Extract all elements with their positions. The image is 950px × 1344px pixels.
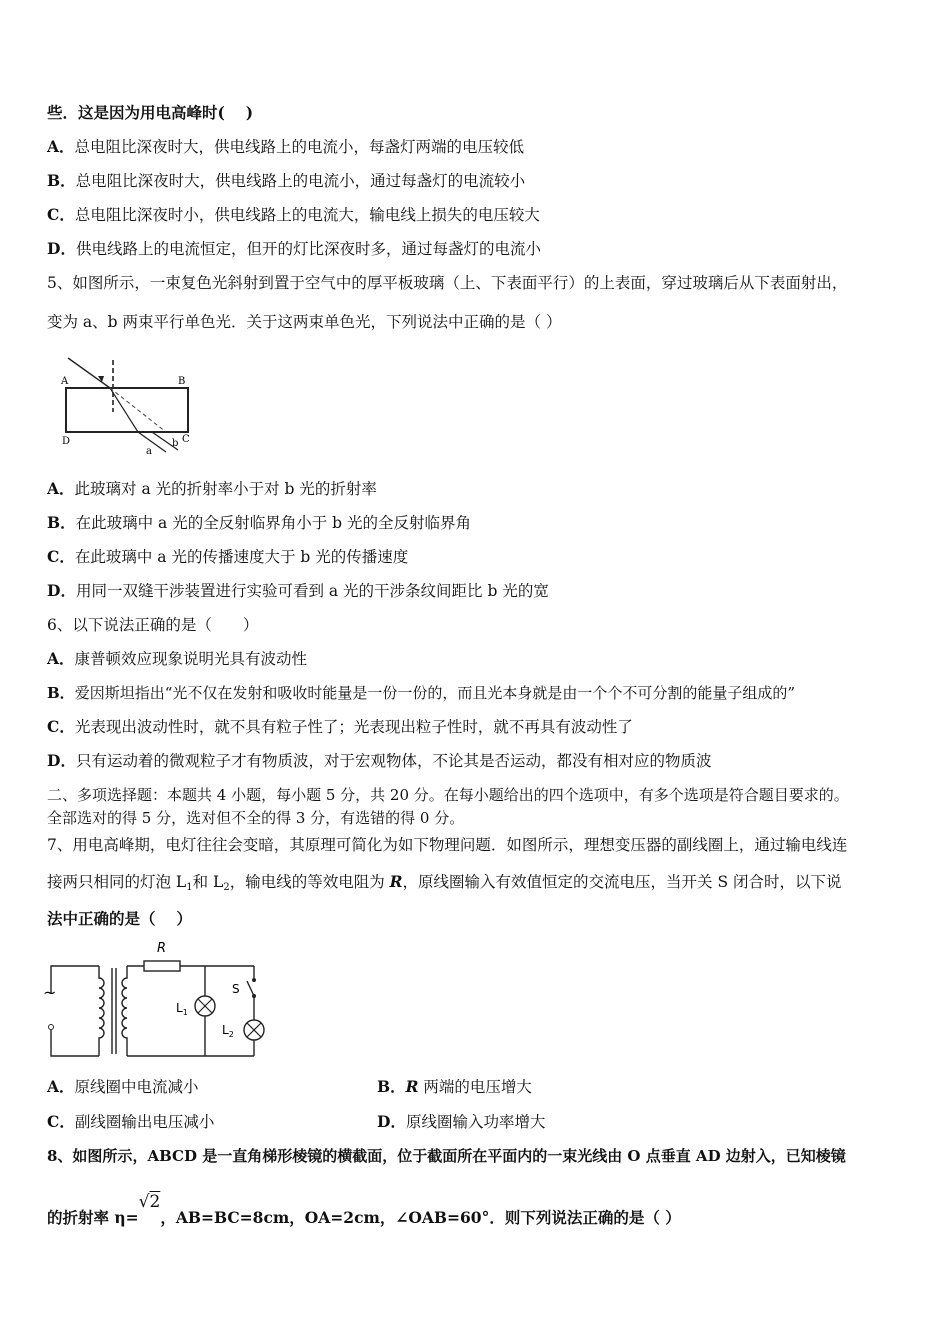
ray-a-inside (110, 388, 138, 432)
switch-label: S (232, 982, 240, 996)
label-b: b (172, 438, 179, 449)
resistor-label: R (157, 941, 167, 956)
ray-b-inside (110, 388, 166, 432)
transformer-circuit-figure (42, 938, 272, 1060)
resistor-R (144, 961, 180, 971)
q6-stem: 6、以下说法正确的是（ ） (47, 616, 259, 634)
primary-wire-top (51, 966, 99, 993)
q8-stem-line2: 的折射率 η=√2，AB=BC=8cm，OA=2cm，∠OAB=60°．则下列说法正确的是（ ） (47, 1192, 681, 1227)
q4-option-b: B．总电阻比深夜时大，供电线路上的电流小，通过每盏灯的电流较小 (47, 171, 526, 190)
q4-stem-tail: 些．这是因为用电高峰时( ) (47, 103, 254, 122)
glass-slab-figure (58, 346, 198, 458)
q5-option-b: B．在此玻璃中 a 光的全反射临界角小于 b 光的全反射临界角 (47, 513, 471, 532)
q7-stem-line2: 接两只相同的灯泡 $L_1$和 $L_2$，输电线的等效电阻为 R，原线圈输入有效值恒定的交流电压，当开关 S 闭合时，以下说 (47, 872, 842, 893)
q8-stem-line1: 8、如图所示，ABCD 是一直角梯形棱镜的横截面，位于截面所在平面内的一束光线由 O 点垂直 AD 边射入，已知棱镜 (47, 1147, 846, 1165)
section2-heading-line2: 全部选对的得 5 分，选对但不全的得 3 分，有选错的得 0 分。 (47, 809, 465, 827)
sqrt-symbol: √2 (138, 1192, 161, 1212)
primary-coil (99, 966, 104, 1056)
q6-option-c: C．光表现出波动性时，就不具有粒子性了；光表现出粒子性时，就不再具有波动性了 (47, 717, 633, 736)
q7-option-a: A．原线圈中电流减小 (47, 1077, 199, 1096)
q6-option-a: A．康普顿效应现象说明光具有波动性 (47, 649, 308, 668)
secondary-coil (122, 966, 127, 1056)
lamp-L1-label: $L_1$ (176, 1001, 188, 1017)
q7-stem-line3: 法中正确的是（ ） (47, 909, 192, 928)
ray-a-out (138, 432, 166, 452)
switch-S-blade (247, 981, 254, 996)
q5-option-d: D．用同一双缝干涉装置进行实验可看到 a 光的干涉条纹间距比 b 光的宽 (47, 581, 549, 600)
q4-option-c: C．总电阻比深夜时小，供电线路上的电流大，输电线上损失的电压较大 (47, 205, 540, 224)
q5-stem-line2: 变为 a、b 两束平行单色光．关于这两束单色光，下列说法中正确的是（ ） (47, 313, 562, 331)
incident-ray (68, 358, 110, 388)
q5-option-a: A．此玻璃对 a 光的折射率小于对 b 光的折射率 (47, 479, 377, 498)
q4-option-a: A．总电阻比深夜时大，供电线路上的电流小，每盏灯两端的电压较低 (47, 137, 525, 156)
label-C: C (182, 434, 190, 445)
label-B: B (178, 376, 186, 387)
q6-option-d: D．只有运动着的微观粒子才有物质波，对于宏观物体，不论其是否运动，都没有相对应的物质波 (47, 751, 712, 770)
q7-stem-line1: 7、用电高峰期，电灯往往会变暗，其原理可简化为如下物理问题．如图所示，理想变压器的副线圈上，通过输电线连 (47, 836, 848, 854)
q4-option-d: D．供电线路上的电流恒定，但开的灯比深夜时多，通过每盏灯的电流小 (47, 239, 541, 258)
q6-option-b: B．爱因斯坦指出“光不仅在发射和吸收时能量是一份一份的，而且光本身就是由一个个不可分割的能量子组成的” (47, 684, 796, 702)
label-A: A (61, 376, 69, 387)
q5-option-c: C．在此玻璃中 a 光的传播速度大于 b 光的传播速度 (47, 547, 409, 566)
q7-option-d: D．原线圈输入功率增大 (377, 1112, 546, 1131)
section2-heading-line1: 二、多项选择题：本题共 4 小题，每小题 5 分，共 20 分。在每小题给出的四个选项中，有多个选项是符合题目要求的。 (47, 786, 849, 804)
ac-source-symbol: ~ (43, 983, 57, 1002)
q5-stem-line1: 5、如图所示，一束复色光斜射到置于空气中的厚平板玻璃（上、下表面平行）的上表面，穿过玻璃后从下表面射出， (47, 274, 848, 292)
q7-option-b: B．R 两端的电压增大 (377, 1077, 532, 1096)
switch-contact-top (252, 978, 256, 982)
source-terminal (49, 1025, 54, 1030)
q7-option-c: C．副线圈输出电压减小 (47, 1112, 215, 1131)
lamp-L2-label: $L_2$ (222, 1023, 234, 1039)
glass-slab (66, 388, 188, 432)
primary-wire-bottom (51, 1030, 99, 1056)
label-D: D (62, 436, 71, 447)
label-a: a (146, 446, 152, 457)
